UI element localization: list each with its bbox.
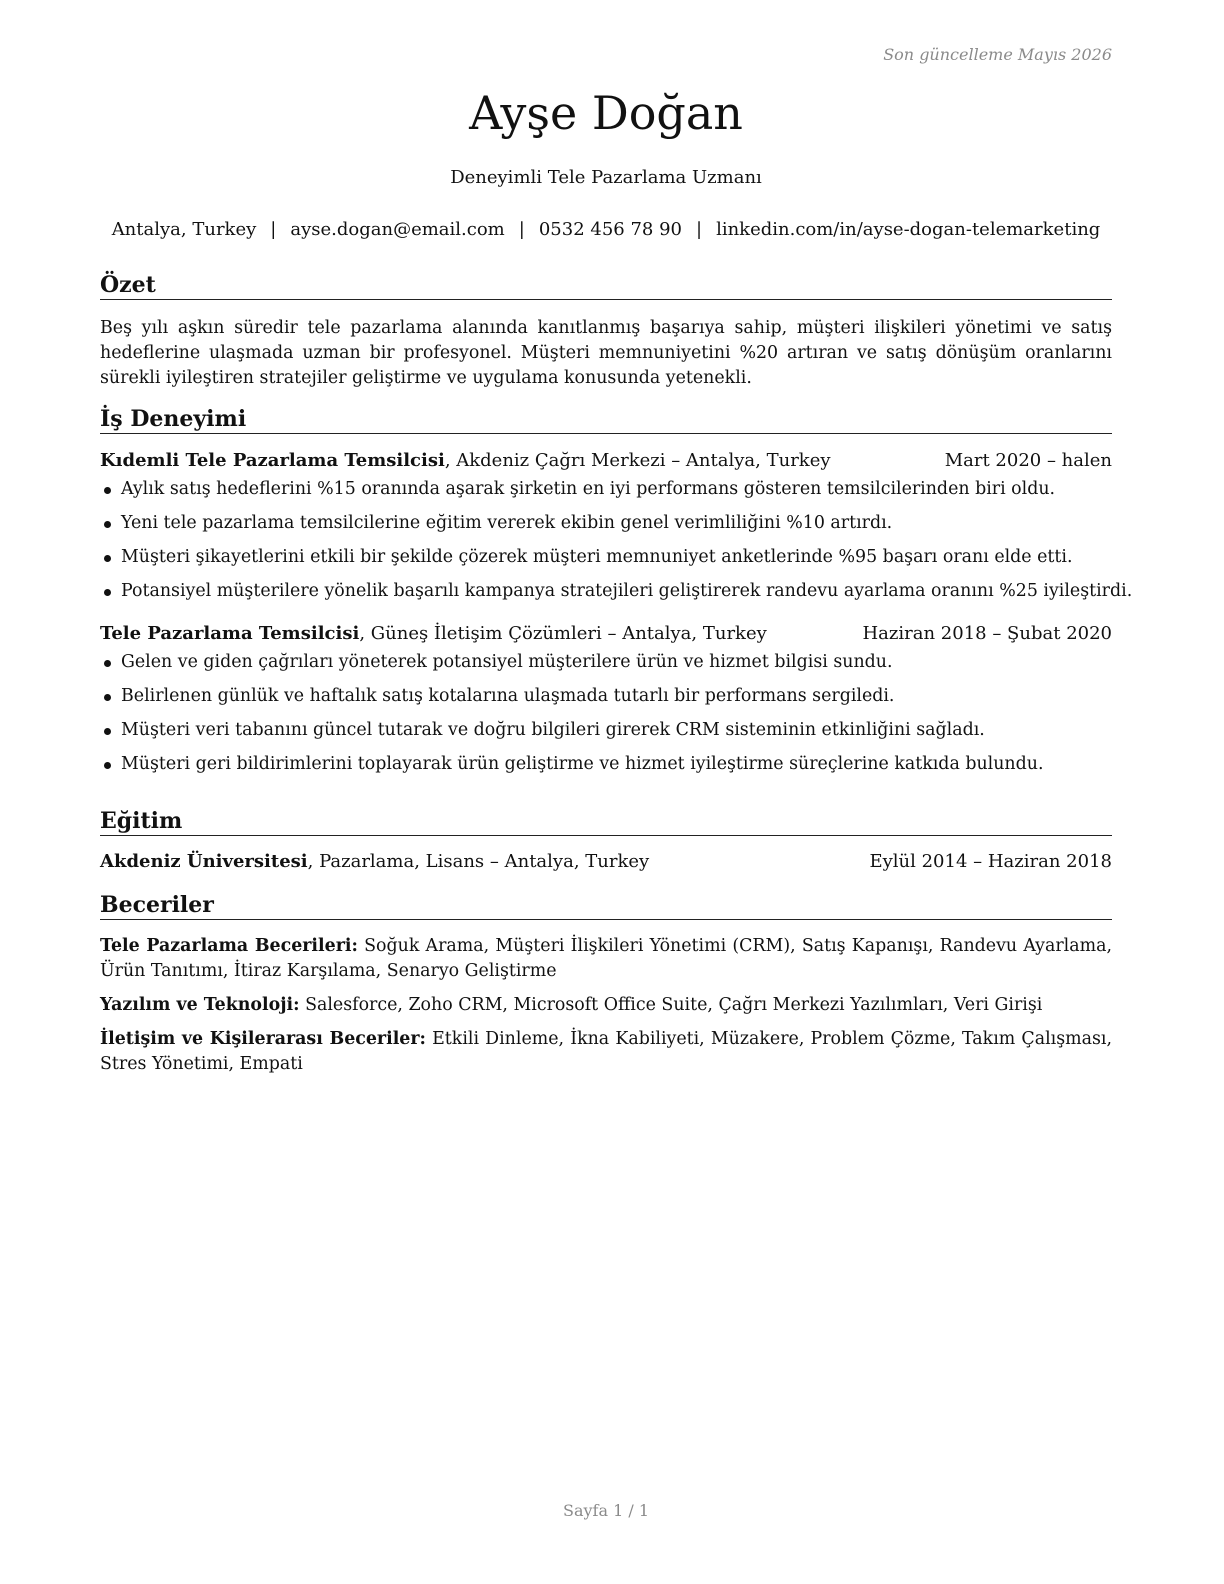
job-bullet: Gelen ve giden çağrıları yöneterek potansiyel müşterilere ürün ve hizmet bilgisi sundu. [100,650,1112,674]
job-bullets [100,477,1133,603]
job-bullet: Potansiyel müşterilere yönelik başarılı kampanya stratejileri geliştirerek randevu ayarlama oranını %25 iyileştirdi. [100,579,1112,603]
section-title-skills: Beceriler [100,892,1112,920]
last-updated: Son güncelleme Mayıs 2026 [883,45,1112,64]
job-title: Kıdemli Tele Pazarlama Temsilcisi [100,450,445,471]
education-section [100,808,1112,874]
job-title: Tele Pazarlama Temsilcisi [100,623,360,644]
job-entry [100,449,1133,603]
contact-linkedin[interactable]: linkedin.com/in/ayse-dogan-telemarketing [716,219,1101,240]
contact-phone: 0532 456 78 90 [538,219,682,240]
job-bullet: Müşteri geri bildirimlerini toplayarak ürün geliştirme ve hizmet iyileştirme süreçlerine katkıda bulundu. [100,752,1112,776]
candidate-headline: Deneyimli Tele Pazarlama Uzmanı [450,167,762,188]
skills-list [100,934,1112,1077]
skill-category: Yazılım ve Teknoloji: [100,995,300,1015]
skill-row [100,993,1112,1018]
job-bullets [100,650,1112,776]
job-header [100,622,1112,646]
education-entry [100,850,1112,874]
contact-location: Antalya, Turkey [111,219,257,240]
skill-category: Tele Pazarlama Becerileri: [100,936,358,956]
contact-line [100,219,1112,240]
skills-section [100,892,1112,1086]
section-title-summary: Özet [100,272,1112,300]
skill-items: Etkili Dinleme, İkna Kabiliyeti, Müzakere, Problem Çözme, Takım Çalışması, Stres Yönetimi, Empati [100,1029,1112,1074]
job-entry [100,622,1112,776]
contact-email[interactable]: ayse.dogan@email.com [290,219,505,240]
skill-items: Salesforce, Zoho CRM, Microsoft Office Suite, Çağrı Merkezi Yazılımları, Veri Girişi [299,995,1043,1015]
section-title-education: Eğitim [100,808,1112,836]
job-bullet: Müşteri veri tabanını güncel tutarak ve doğru bilgileri girerek CRM sisteminin etkinliğini sağladı. [100,718,1112,742]
skill-category: İletişim ve Kişilerarası Beceriler: [100,1029,426,1049]
education-school: Akdeniz Üniversitesi [100,851,308,872]
education-dates: Eylül 2014 – Haziran 2018 [869,851,1112,872]
job-company: , Akdeniz Çağrı Merkezi – Antalya, Turkey [444,450,831,471]
resume-page [100,0,1133,1584]
job-dates: Mart 2020 – halen [944,450,1112,471]
page-number: Sayfa 1 / 1 [562,1501,649,1520]
section-title-experience: İş Deneyimi [100,406,1112,434]
summary-text: Beş yılı aşkın süredir tele pazarlama alanında kanıtlanmış başarıya sahip, müşteri ilişkileri yönetimi ve satış hedeflerine ulaşmada uzman bir profesyonel. Müşteri memnuniyetini %20 artıran ve satış dönüşüm oranlarını sürekli iyileştiren stratejiler geliştirme ve uygulama konusunda yetenekli. [100,318,1112,388]
skill-row [100,1027,1112,1077]
contact-separator: | [270,219,277,240]
experience-section [100,406,1133,786]
education-details: , Pazarlama, Lisans – Antalya, Turkey [307,851,650,872]
job-bullet: Belirlenen günlük ve haftalık satış kotalarına ulaşmada tutarlı bir performans sergiledi. [100,684,1112,708]
skill-row [100,934,1112,984]
skill-items: Soğuk Arama, Müşteri İlişkileri Yönetimi (CRM), Satış Kapanışı, Randevu Ayarlama, Ürün Tanıtımı, İtiraz Karşılama, Senaryo Geliştirme [100,936,1113,981]
job-bullet: Müşteri şikayetlerini etkili bir şekilde çözerek müşteri memnuniyet anketlerinde %95 başarı oranı elde etti. [100,545,1112,569]
contact-separator: | [695,219,703,240]
job-header [100,449,1112,473]
job-company: , Güneş İletişim Çözümleri – Antalya, Turkey [359,623,767,644]
contact-separator: | [518,219,525,240]
candidate-name: Ayşe Doğan [469,86,743,140]
job-bullet: Aylık satış hedeflerini %15 oranında aşarak şirketin en iyi performans gösteren temsilcilerinden biri oldu. [100,477,1112,501]
job-dates: Haziran 2018 – Şubat 2020 [862,623,1112,644]
summary-section [100,272,1112,391]
job-bullet: Yeni tele pazarlama temsilcilerine eğitim vererek ekibin genel verimliliğini %10 artırdı. [100,511,1112,535]
